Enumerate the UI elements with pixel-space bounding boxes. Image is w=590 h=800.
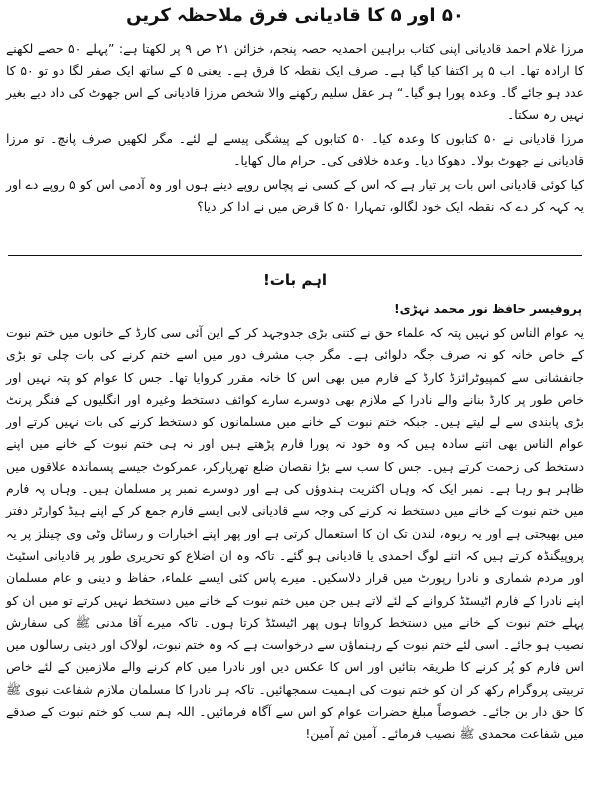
page-title: ۵۰ اور ۵ کا قادیانی فرق ملاحظہ کریں [126,5,464,26]
section-divider [8,255,582,256]
paragraph-2: مرزا قادیانی نے ۵۰ کتابوں کا وعدہ کیا۔ ۵۰ کتابوں کے پیشگی پیسے لے لئے۔ مگر لکھیں صرف پانچ۔ تو مرزا قادیانی نے جھوٹ بولا۔ دھوکا دیا۔ وعدہ خلافی کی۔ حرام مال کھایا۔ [6,131,585,168]
paragraph-3: کیا کوئی قادیانی اس بات پر تیار ہے کہ اس کے کسی نے پچاس روپے دینے ہوں اور وہ آدمی اس کو ۵ روپے دے اور یہ کہہ کر دے کہ نقطہ ایک خود لگالو، تمہارا ۵۰ کا قرض میں نے ادا کر دیا؟ [6,177,584,214]
author-line: پروفیسر حافظ نور محمد نہڑی! [394,302,582,316]
article-section [6,322,584,746]
article-body: یہ عوام الناس کو نہیں پتہ کہ علماء حق نے کتنی بڑی جدوجہد کر کے این آئی سی کارڈ کے خانوں میں ختم نبوت کے خاص خانہ کو نہ صرف جگہ دلوائی ہے۔ مگر جب مشرف دور میں اسے ختم کرنے کی بات چلی تو بڑی جانفشانی سے کمپیوٹرائزڈ کارڈ کے فارم میں بھی اس کا خانہ مقرر کروایا تھا۔ جس کا عوام کو پتہ نہیں اور خاص طور پر کارڈ بنانے والے نادرا کے ملازم بھی دوسرے سارے کوائف دستخط وغیرہ اور انگلیوں کے فنگر پرنٹ بڑی پابندی سے لے لیتے ہیں۔ جبکہ ختم نبوت کے خانے میں مسلمانوں کو دستخط کرنے کی بات نہیں کرتے اور عوام الناس بھی اتنے سادہ ہیں کہ وہ خود نہ پورا فارم پڑھتے ہیں اور نہ ہی ختم نبوت کے خانے میں اپنے دستخط کی زحمت کرتے ہیں۔ جس کا سب سے بڑا نقصان ضلع تھرپارکر، عمرکوٹ جیسے پسماندہ علاقوں میں ظاہر ہو رہا ہے۔ نمبر ایک کہ وہاں اکثریت ہندوؤں کی ہے اور دوسرے نمبر پر مسلمان ہیں۔ وہاں پہ فارم میں ختم نبوت کے خانے میں دستخط نہ کرنے کی وجہ سے قادیانی لابی ایسے فارم جمع کر کے اپنے ہیڈ کوارٹر دفتر میں بھیجتی ہے اور یہ ربوہ، لندن تک ان کا استعمال کرتی ہے اور پھر اپنے اخبارات و رسائل وٹی وی چینلز پر یہ پروپیگنڈہ کرتے ہیں کہ اتنے لوگ احمدی یا قادیانی ہو گئے۔ تاکہ وہ ان اضلاع کو تحریری طور پر قادیانی اسٹیٹ اور مردم شماری و نادرا رپورٹ میں قرار دلاسکیں۔ میرے پاس کئی ایسے علماء، حفاظ و دینی و عام مسلمان اپنے نادرا کے فارم اٹیسٹڈ کروانے کے لئے لاتے ہیں جن میں ختم نبوت کے خانے میں دستخط نہیں کرتے تو میں ان کو پہلے ختم نبوت کے خانے میں دستخط کرواتا ہوں پھر اٹیسٹڈ کرتا ہوں۔ تاکہ میرے آقا مدنی ﷺ کی سفارش نصیب ہو جائے۔ اسی لئے ختم نبوت کے رہنماؤں سے درخواست ہے کہ وہ ختم نبوت، لولاک اور دینی رسالوں میں اس فارم کو پُر کرنے کا طریقہ بتائیں اور اس کا عکس دیں اور نادرا میں کام کرنے والے ملازمین کے لئے خاص تربیتی پروگرام رکھ کر ان کو ختم نبوت کی اہمیت سمجھائیں۔ تاکہ ہر نادرا کا مسلمان ملازم شفاعت نبوی ﷺ کا حق دار بن جائے۔ خصوصاً مبلغ حضرات عوام کو اس سے آگاہ فرمائیں۔ اللہ ہم سب کو ختم نبوت کے صدقے میں شفاعت محمدی ﷺ نصیب فرمائے۔ آمین ثم آمین! [6,325,584,742]
section-heading: اہم بات! [262,271,328,289]
paragraph-1: مرزا غلام احمد قادیانی اپنی کتاب براہین احمدیہ حصہ پنجم، خزائن ۲۱ ص ۹ پر لکھتا ہے: ”پہلے ۵۰ حصے لکھنے کا ارادہ تھا۔ اب ۵ پر اکتفا کیا گیا ہے۔ صرف ایک نقطہ کا فرق ہے۔ یعنی ۵ کے ساتھ ایک صفر لگا دو تو ۵۰ کا عدد ہو جائے گا۔ وعدہ پورا ہو گیا۔“ ہر عقل سلیم رکھنے والا شخص مرزا قادیانی کے اس جھوٹ کی داد دیے بغیر نہیں رہ سکتا۔ [6,41,585,122]
intro-section [6,38,584,220]
